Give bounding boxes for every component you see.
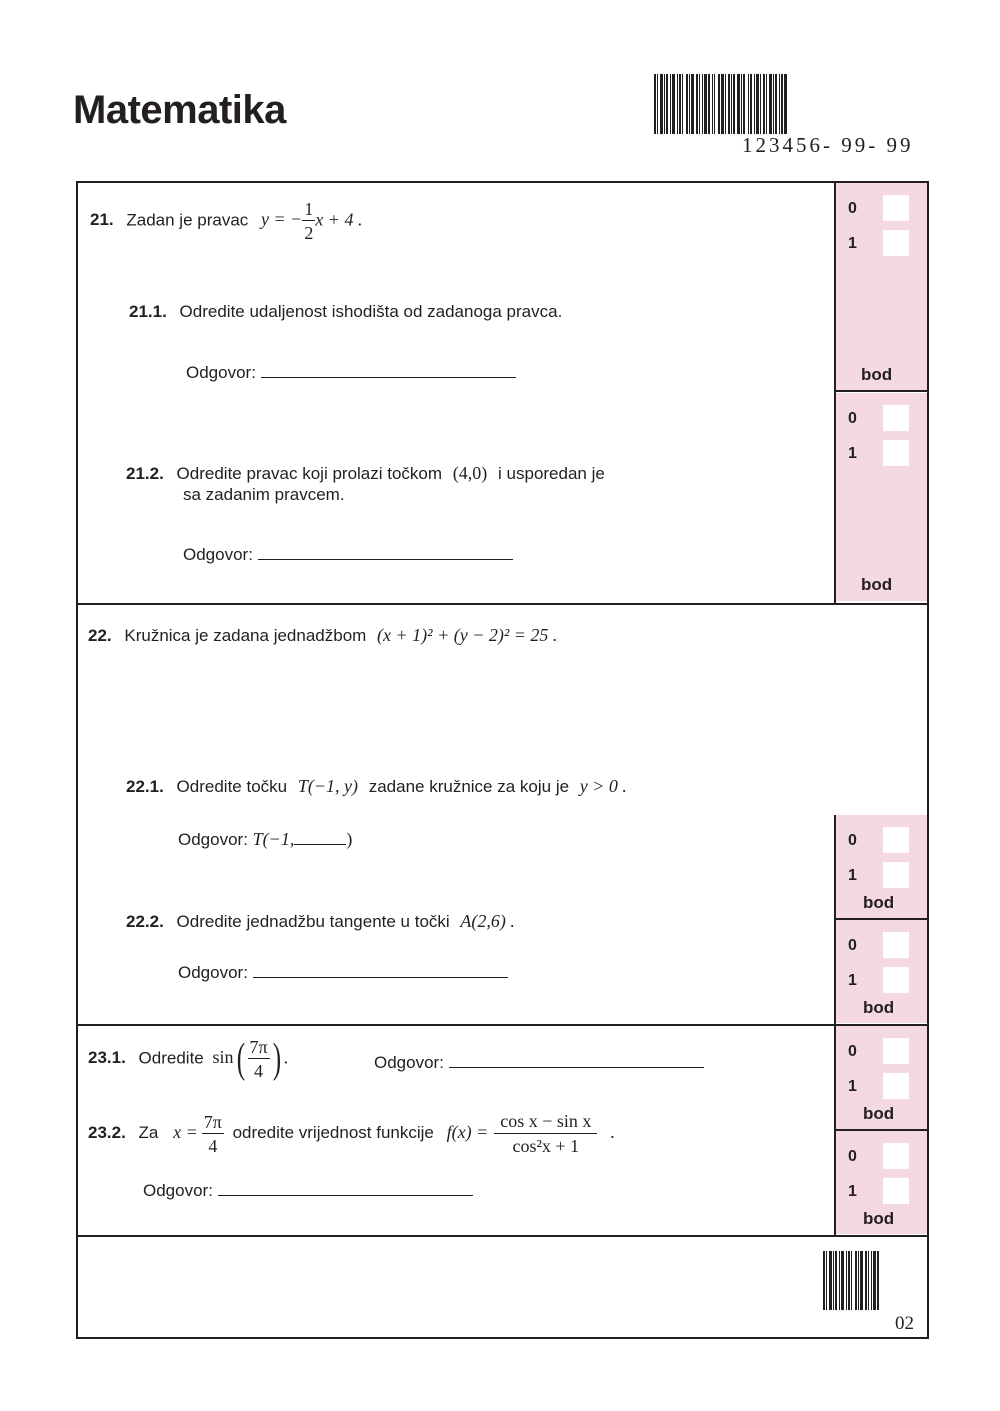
question-23-1: 23.1. Odredite sin( $\frac{7\pi}{4}$ ) . [88, 1036, 289, 1082]
barcode-bottom [823, 1251, 914, 1310]
question-number: 21. [90, 210, 114, 230]
score-0-label: 0 [848, 832, 857, 849]
answer-prefix: T(−1, [252, 829, 295, 849]
question-text: odredite vrijednost funkcije [232, 1122, 434, 1142]
question-text: Zadan je pravac [126, 210, 249, 230]
barcode-top [654, 74, 909, 134]
answer-line[interactable] [261, 363, 516, 378]
bod-label: bod [863, 1104, 895, 1123]
question-text: Odredite jednadžbu tangente u točki [176, 912, 450, 931]
answer-23-1 [374, 1053, 704, 1073]
score-1-checkbox[interactable] [883, 440, 909, 466]
question-21 [90, 200, 362, 242]
score-1-label: 1 [848, 445, 857, 462]
answer-22-1 [178, 829, 352, 850]
answer-line[interactable] [258, 545, 513, 560]
answer-21-1 [186, 363, 516, 383]
score-0-checkbox[interactable] [883, 827, 909, 853]
equation-part: y = − [261, 209, 303, 230]
divider [78, 1235, 927, 1237]
fraction: $\frac{1}{2}$ [304, 199, 314, 243]
score-0-checkbox[interactable] [883, 405, 909, 431]
bod-label: bod [863, 1209, 895, 1228]
math-point: A(2,6) . [460, 911, 515, 931]
question-22-1 [126, 776, 627, 797]
question-text: zadane kružnice za koju je [368, 777, 570, 796]
question-text: Za [138, 1122, 159, 1142]
bod-label: bod [861, 575, 893, 594]
bod-label: bod [863, 998, 895, 1017]
answer-label: Odgovor: [374, 1053, 444, 1072]
score-1-checkbox[interactable] [883, 862, 909, 888]
score-1-label: 1 [848, 867, 857, 884]
score-0-label: 0 [848, 937, 857, 954]
answer-line[interactable] [294, 830, 346, 845]
divider [834, 1024, 836, 1235]
answer-label: Odgovor: [186, 363, 256, 382]
answer-21-2 [183, 545, 513, 565]
answer-label: Odgovor: [178, 830, 248, 849]
score-box-21-2 [836, 393, 927, 601]
divider [78, 1024, 927, 1026]
answer-line[interactable] [253, 963, 508, 978]
score-box-23-1 [836, 1026, 927, 1129]
question-22-2 [126, 911, 515, 932]
score-0-checkbox[interactable] [883, 1143, 909, 1169]
math-function: f(x) = [446, 1121, 489, 1142]
question-text: Odredite [138, 1048, 204, 1068]
score-1-label: 1 [848, 1183, 857, 1200]
page-number: 02 [895, 1313, 914, 1334]
bod-label: bod [861, 365, 893, 384]
math-point: T(−1, y) [297, 776, 358, 796]
question-number: 21.1. [129, 302, 167, 321]
answer-line[interactable] [218, 1181, 473, 1196]
math-point: (4,0) [452, 463, 488, 483]
math-function: sin [212, 1047, 234, 1068]
divider [836, 390, 929, 392]
barcode-bar [877, 1251, 879, 1310]
answer-label: Odgovor: [143, 1181, 213, 1200]
page-title: Matematika [73, 88, 286, 132]
score-0-label: 0 [848, 1148, 857, 1165]
score-1-checkbox[interactable] [883, 230, 909, 256]
question-21-2-line2: sa zadanim pravcem. [183, 485, 345, 504]
question-number: 22.2. [126, 912, 164, 931]
question-text: Odredite pravac koji prolazi točkom [176, 464, 443, 483]
score-0-checkbox[interactable] [883, 932, 909, 958]
score-0-label: 0 [848, 1043, 857, 1060]
score-1-label: 1 [848, 235, 857, 252]
question-number: 23.2. [88, 1122, 126, 1142]
score-0-label: 0 [848, 410, 857, 427]
score-box-23-2 [836, 1131, 927, 1234]
barcode-bar [784, 74, 787, 134]
question-number: 22.1. [126, 777, 164, 796]
answer-label: Odgovor: [183, 545, 253, 564]
question-21-2 [126, 463, 605, 484]
score-1-checkbox[interactable] [883, 967, 909, 993]
question-23-2: 23.2. Za x = $\frac{7\pi}{4}$ odredite vrijednost funkcije f(x) = $\frac{\text{cos x − sin x}}{\text{cos²x + 1}}$ . [88, 1111, 615, 1156]
bod-label: bod [863, 893, 895, 912]
score-1-label: 1 [848, 972, 857, 989]
math-condition: y > 0 . [579, 776, 627, 796]
question-number: 21.2. [126, 464, 164, 483]
divider [78, 603, 927, 605]
question-text: Kružnica je zadana jednadžbom [124, 626, 367, 645]
barcode-number: 123456- 99- 99 [742, 133, 914, 157]
answer-line[interactable] [449, 1053, 704, 1068]
fraction: $\frac{7\pi}{4}$ [203, 1111, 222, 1156]
question-text: i usporedan je [498, 464, 605, 483]
fraction: $\frac{7\pi}{4}$ [249, 1037, 268, 1081]
score-1-label: 1 [848, 1078, 857, 1095]
score-0-checkbox[interactable] [883, 195, 909, 221]
question-21-1 [129, 302, 562, 322]
question-text: Odredite udaljenost ishodišta od zadanoga pravca. [179, 302, 563, 321]
answer-23-2 [143, 1181, 473, 1201]
score-1-checkbox[interactable] [883, 1073, 909, 1099]
answer-label: Odgovor: [178, 963, 248, 982]
exam-frame [76, 181, 929, 1339]
fraction: $\frac{\text{cos x − sin x}}{\text{cos²x + 1}}$ [494, 1112, 597, 1155]
answer-22-2 [178, 963, 508, 983]
score-0-checkbox[interactable] [883, 1038, 909, 1064]
question-number: 22. [88, 626, 112, 645]
score-box-21-1 [836, 183, 927, 390]
math-variable: x = [173, 1121, 198, 1142]
question-number: 23.1. [88, 1048, 126, 1068]
equation-part: x + 4 . [315, 209, 363, 230]
score-box-22-1 [836, 815, 927, 918]
answer-suffix: ) [346, 829, 353, 849]
score-0-label: 0 [848, 200, 857, 217]
question-text: Odredite točku [176, 777, 288, 796]
equation: (x + 1)² + (y − 2)² = 25 . [377, 625, 558, 645]
score-1-checkbox[interactable] [883, 1178, 909, 1204]
score-box-22-2 [836, 920, 927, 1023]
question-22 [88, 625, 557, 646]
